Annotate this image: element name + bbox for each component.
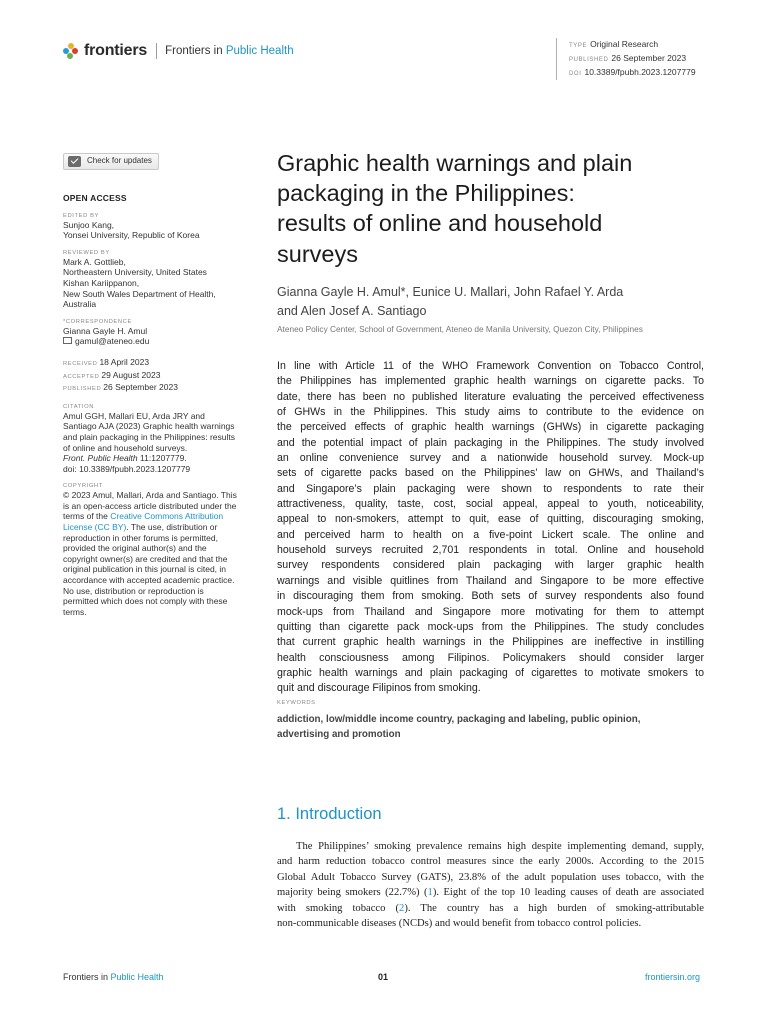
abstract-line: quitting than cigarette pack mock-ups from the Philippines. The study concludes bbox=[277, 620, 704, 633]
published-value: 26 September 2023 bbox=[103, 382, 178, 393]
footer-journal[interactable] bbox=[63, 972, 164, 982]
intro-line bbox=[277, 901, 704, 916]
correspondence-name: Gianna Gayle H. Amul bbox=[63, 325, 148, 336]
citation-journal-line bbox=[63, 453, 263, 464]
copyright-line: terms. bbox=[63, 606, 87, 617]
copyright-line: copyright owner(s) are credited and that the bbox=[63, 553, 228, 564]
abstract-line: the Philippines has implemented graphic health warnings on cigarette packs. To bbox=[277, 375, 704, 388]
copyright-line: original publication in this journal is cited, in bbox=[63, 564, 227, 575]
abstract-line: attractiveness, quality, taste, cost, social appeal, appeal to youth, noticeability, bbox=[277, 498, 704, 511]
footer-journal-prefix: Frontiers in bbox=[63, 972, 109, 982]
article-sidebar bbox=[63, 153, 263, 617]
received-label: RECEIVED bbox=[63, 360, 98, 367]
abstract-line: the perceived effects of graphic health warnings (GHWs) in cigarette packaging bbox=[277, 421, 704, 434]
copyright-line: provided the original author(s) and the bbox=[63, 543, 207, 554]
intro-text: ). The country has a high burden of smoking-attributable bbox=[404, 902, 704, 914]
abstract-line: date, there has been no published literature evaluating the perceived effectiveness bbox=[277, 390, 704, 403]
citation-line: and plain packaging in the Philippines: results bbox=[63, 431, 236, 442]
doi-value[interactable]: 10.3389/fpubh.2023.1207779 bbox=[584, 67, 696, 77]
abstract-line: appeal to non-smokers, attempt to quit, ease of quitting, discouraging smoking, bbox=[277, 513, 704, 526]
intro-text: majority being smokers (22.7%) ( bbox=[277, 887, 428, 899]
title-line: surveys bbox=[277, 240, 358, 267]
abstract-line: graphic health warnings and plain packaging of cigarettes to motivate smokers to bbox=[277, 666, 704, 679]
article-dates bbox=[63, 357, 263, 395]
copyright-line: accordance with accepted academic practice. bbox=[63, 575, 235, 586]
title-line: results of online and household bbox=[277, 210, 603, 237]
abstract-line: mock-ups from Thailand and Singapore more motivating for them to attempt bbox=[277, 605, 704, 618]
copyright-line: reproduction in other forums is permitted, bbox=[63, 532, 218, 543]
intro-line: non-communicable diseases (NCDs) and would benefit from tobacco control policies. bbox=[277, 917, 642, 929]
citation-volume: 11:1207779. bbox=[137, 453, 187, 464]
keywords bbox=[277, 712, 707, 742]
correspondence-email-row[interactable] bbox=[63, 336, 263, 347]
journal-prefix: Frontiers in bbox=[165, 45, 223, 57]
intro-line: Global Adult Tobacco Survey (GATS), 23.8% of the adult population uses tobacco, with the bbox=[277, 871, 704, 883]
section-heading: 1. Introduction bbox=[277, 805, 382, 823]
title-line: Graphic health warnings and plain bbox=[277, 150, 633, 176]
check-updates-label: Check for updates bbox=[87, 156, 152, 166]
article-title bbox=[277, 148, 717, 269]
cc-license-link[interactable]: License (CC BY) bbox=[63, 522, 127, 533]
keywords-line: addiction, low/middle income country, packaging and labeling, public opinion, bbox=[277, 714, 641, 725]
reviewer-name: Mark A. Gottlieb, bbox=[63, 256, 126, 267]
open-access-label: OPEN ACCESS bbox=[63, 193, 127, 203]
accepted-value: 29 August 2023 bbox=[101, 369, 161, 380]
mail-icon bbox=[63, 337, 72, 344]
copyright bbox=[63, 490, 263, 617]
abstract-line: In line with Article 11 of the WHO Framework Convention on Tobacco Control, bbox=[277, 360, 704, 372]
editor-affiliation: Yonsei University, Republic of Korea bbox=[63, 230, 200, 241]
article-type bbox=[569, 38, 696, 52]
reviewer-name: Kishan Kariippanon, bbox=[63, 277, 140, 288]
reviewer-affiliation: Northeastern University, United States bbox=[63, 267, 207, 278]
abstract-line: and Singapore’s plain packaging were shown to respondents to rate their bbox=[277, 482, 704, 495]
copyright-license-line bbox=[63, 522, 263, 533]
reviewed-by-label: REVIEWED BY bbox=[63, 249, 110, 256]
citation-line: Santiago AJA (2023) Graphic health warnings bbox=[63, 421, 235, 432]
journal-name[interactable] bbox=[165, 45, 294, 57]
published-date bbox=[63, 382, 263, 395]
copyright-line: © 2023 Amul, Mallari, Arda and Santiago. This bbox=[63, 490, 237, 501]
cc-license-link[interactable]: Creative Commons Attribution bbox=[110, 511, 224, 522]
abstract-line: health consciousness among Filipinos. Policymakers should consider larger bbox=[277, 651, 704, 664]
abstract-line: and perceived harm to health on a five-point Lickert scale. The online and bbox=[277, 528, 704, 541]
received-date bbox=[63, 357, 263, 370]
citation-line: of online and household surveys. bbox=[63, 442, 188, 453]
correspondence-label: *CORRESPONDENCE bbox=[63, 318, 132, 325]
page-number: 01 bbox=[378, 972, 389, 982]
published-label: PUBLISHED bbox=[569, 57, 609, 63]
abstract-line: in discouraging them from smoking. Both sets of survey respondents also found bbox=[277, 590, 704, 603]
article-published bbox=[569, 52, 696, 66]
authors-line[interactable]: and Alen Josef A. Santiago bbox=[277, 303, 427, 318]
citation-line: Amul GGH, Mallari EU, Arda JRY and bbox=[63, 410, 205, 421]
reviewer-affiliation: New South Wales Department of Health, bbox=[63, 288, 216, 299]
check-for-updates-button[interactable] bbox=[63, 153, 159, 170]
published-value: 26 September 2023 bbox=[611, 53, 687, 63]
footer-journal-name: Public Health bbox=[110, 972, 164, 982]
edited-by bbox=[63, 220, 263, 241]
received-value: 18 April 2023 bbox=[99, 356, 150, 367]
keywords-label: KEYWORDS bbox=[277, 700, 316, 706]
correspondence bbox=[63, 326, 263, 347]
abstract-line: quit and discourage Filipinos from smoking. bbox=[277, 682, 481, 695]
editor-name: Sunjoo Kang, bbox=[63, 219, 115, 230]
abstract bbox=[277, 359, 704, 697]
abstract-line: an online convenience survey and a nationwide household survey. Mock-up bbox=[277, 452, 704, 465]
abstract-line: that current graphic health warnings in the Philippines are ineffective in instilling bbox=[277, 636, 704, 649]
article-meta bbox=[556, 38, 696, 80]
copyright-label: COPYRIGHT bbox=[63, 483, 103, 490]
frontiers-logo[interactable] bbox=[63, 42, 294, 60]
reference-link[interactable]: 1 bbox=[427, 887, 433, 899]
reviewed-by bbox=[63, 257, 263, 310]
doi-label: DOI bbox=[569, 71, 582, 77]
journal-title: Public Health bbox=[225, 45, 294, 57]
abstract-line: survey respondents considered plain packaging with larger graphic health bbox=[277, 559, 704, 572]
citation bbox=[63, 411, 263, 475]
copyright-terms-prefix: terms of the bbox=[63, 511, 111, 522]
frontiers-logo-icon bbox=[63, 43, 79, 59]
abstract-line: sets of cigarette packs based on the Philippines’ law on GHWs, and Thailand’s bbox=[277, 467, 704, 480]
intro-line bbox=[277, 885, 704, 900]
logo-wordmark: frontiers bbox=[84, 42, 148, 59]
article-doi bbox=[569, 66, 696, 80]
check-updates-icon bbox=[68, 156, 81, 167]
author-list bbox=[277, 283, 717, 320]
abstract-line: household surveys recruited 2,701 respondents in total. Online and household bbox=[277, 544, 704, 557]
author-affiliation: Ateneo Policy Center, School of Government, Ateneo de Manila University, Quezon City, Philippines bbox=[277, 324, 643, 334]
title-line: packaging in the Philippines: bbox=[277, 180, 575, 207]
logo-divider bbox=[156, 43, 157, 59]
copyright-after-link: . The use, distribution or bbox=[126, 522, 218, 533]
keywords-line: advertising and promotion bbox=[277, 729, 401, 740]
abstract-line: warnings and visible quitlines from Thailand and Singapore to be more effective bbox=[277, 574, 704, 587]
reviewer-affiliation: Australia bbox=[63, 299, 97, 310]
accepted-label: ACCEPTED bbox=[63, 373, 100, 380]
copyright-line: is an open-access article distributed under the bbox=[63, 500, 237, 511]
copyright-license-line bbox=[63, 511, 263, 522]
abstract-line: of GHWs in the Philippines. This study aims to contribute to the evidence on bbox=[277, 406, 704, 419]
citation-doi[interactable]: doi: 10.3389/fpubh.2023.1207779 bbox=[63, 463, 191, 474]
footer-site-link[interactable]: frontiersin.org bbox=[645, 972, 701, 982]
intro-line: and harm reduction tobacco control measures since the early 2000s. According to the 2015 bbox=[277, 856, 704, 868]
type-value: Original Research bbox=[590, 39, 659, 49]
edited-by-label: EDITED BY bbox=[63, 212, 100, 219]
intro-line: The Philippines’ smoking prevalence remains high despite implementing demand, supply, bbox=[296, 841, 704, 852]
copyright-line: permitted which does not comply with these bbox=[63, 596, 228, 607]
accepted-date bbox=[63, 370, 263, 383]
intro-text: ). Eight of the top 10 leading causes of death are associated bbox=[432, 887, 704, 899]
introduction-text bbox=[277, 839, 704, 931]
type-label: TYPE bbox=[569, 43, 588, 49]
correspondence-email[interactable]: gamul@ateneo.edu bbox=[75, 336, 150, 347]
citation-journal: Front. Public Health bbox=[63, 453, 138, 464]
published-label: PUBLISHED bbox=[63, 386, 102, 393]
intro-text: with smoking tobacco ( bbox=[277, 902, 400, 914]
reference-link[interactable]: 2 bbox=[399, 902, 405, 914]
authors-line[interactable]: Gianna Gayle H. Amul*, Eunice U. Mallari, John Rafael Y. Arda bbox=[277, 285, 624, 299]
abstract-line: and the potential impact of plain packaging in the Philippines. The study involved bbox=[277, 436, 704, 449]
copyright-line: No use, distribution or reproduction is bbox=[63, 585, 204, 596]
citation-label: CITATION bbox=[63, 403, 94, 410]
